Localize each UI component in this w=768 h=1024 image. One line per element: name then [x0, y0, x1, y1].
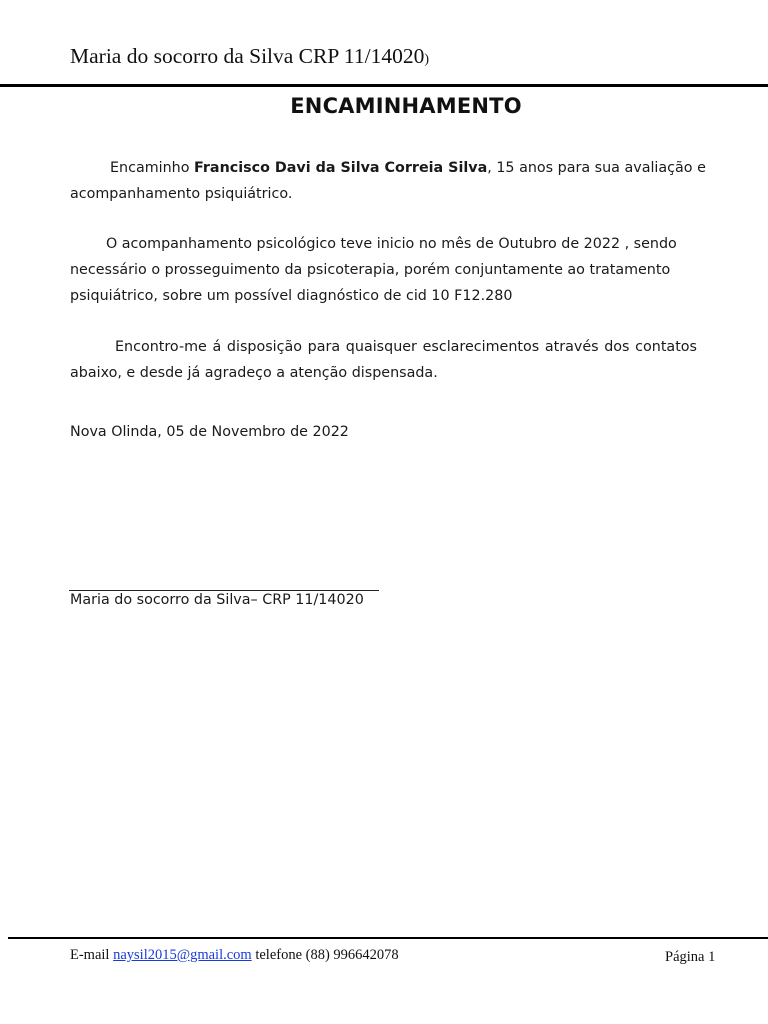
place-and-date: Nova Olinda, 05 de Novembro de 2022	[70, 424, 349, 440]
header-paren: )	[424, 52, 429, 67]
paragraph-1-line-2: acompanhamento psiquiátrico.	[70, 186, 293, 202]
footer-divider	[8, 937, 768, 939]
paragraph-1-intro: Encaminho	[110, 160, 195, 176]
paragraph-2-line-1: O acompanhamento psicológico teve inicio no mês de Outubro de 2022 , sendo	[106, 236, 677, 252]
paragraph-3-line-1: Encontro-me á disposição para quaisquer esclarecimentos através dos contatos	[115, 339, 697, 355]
signature-line	[69, 590, 379, 591]
header-author-line: Maria do socorro da Silva CRP 11/14020	[70, 44, 425, 68]
paragraph-3-line-2: abaixo, e desde já agradeço a atenção dispensada.	[70, 365, 438, 381]
email-link[interactable]: naysil2015@gmail.com	[113, 947, 252, 963]
page-number: Página 1	[665, 949, 716, 965]
patient-name: Francisco Davi da Silva Correia Silva	[194, 160, 488, 176]
document-header	[70, 44, 429, 69]
paragraph-2-line-3: psiquiátrico, sobre um possível diagnóstico de cid 10 F12.280	[70, 288, 513, 304]
signature-name: Maria do socorro da Silva– CRP 11/14020	[70, 592, 364, 608]
document-title: ENCAMINHAMENTO	[290, 94, 522, 118]
paragraph-2-line-2: necessário o prosseguimento da psicoterapia, porém conjuntamente ao tratamento	[70, 262, 671, 278]
phone-text: telefone (88) 996642078	[251, 947, 399, 963]
email-label: E-mail	[70, 947, 114, 963]
paragraph-1-rest: , 15 anos para sua avaliação e	[487, 160, 706, 176]
paragraph-1-line-1	[110, 160, 706, 176]
header-divider	[0, 84, 768, 87]
footer-contact	[70, 947, 399, 964]
